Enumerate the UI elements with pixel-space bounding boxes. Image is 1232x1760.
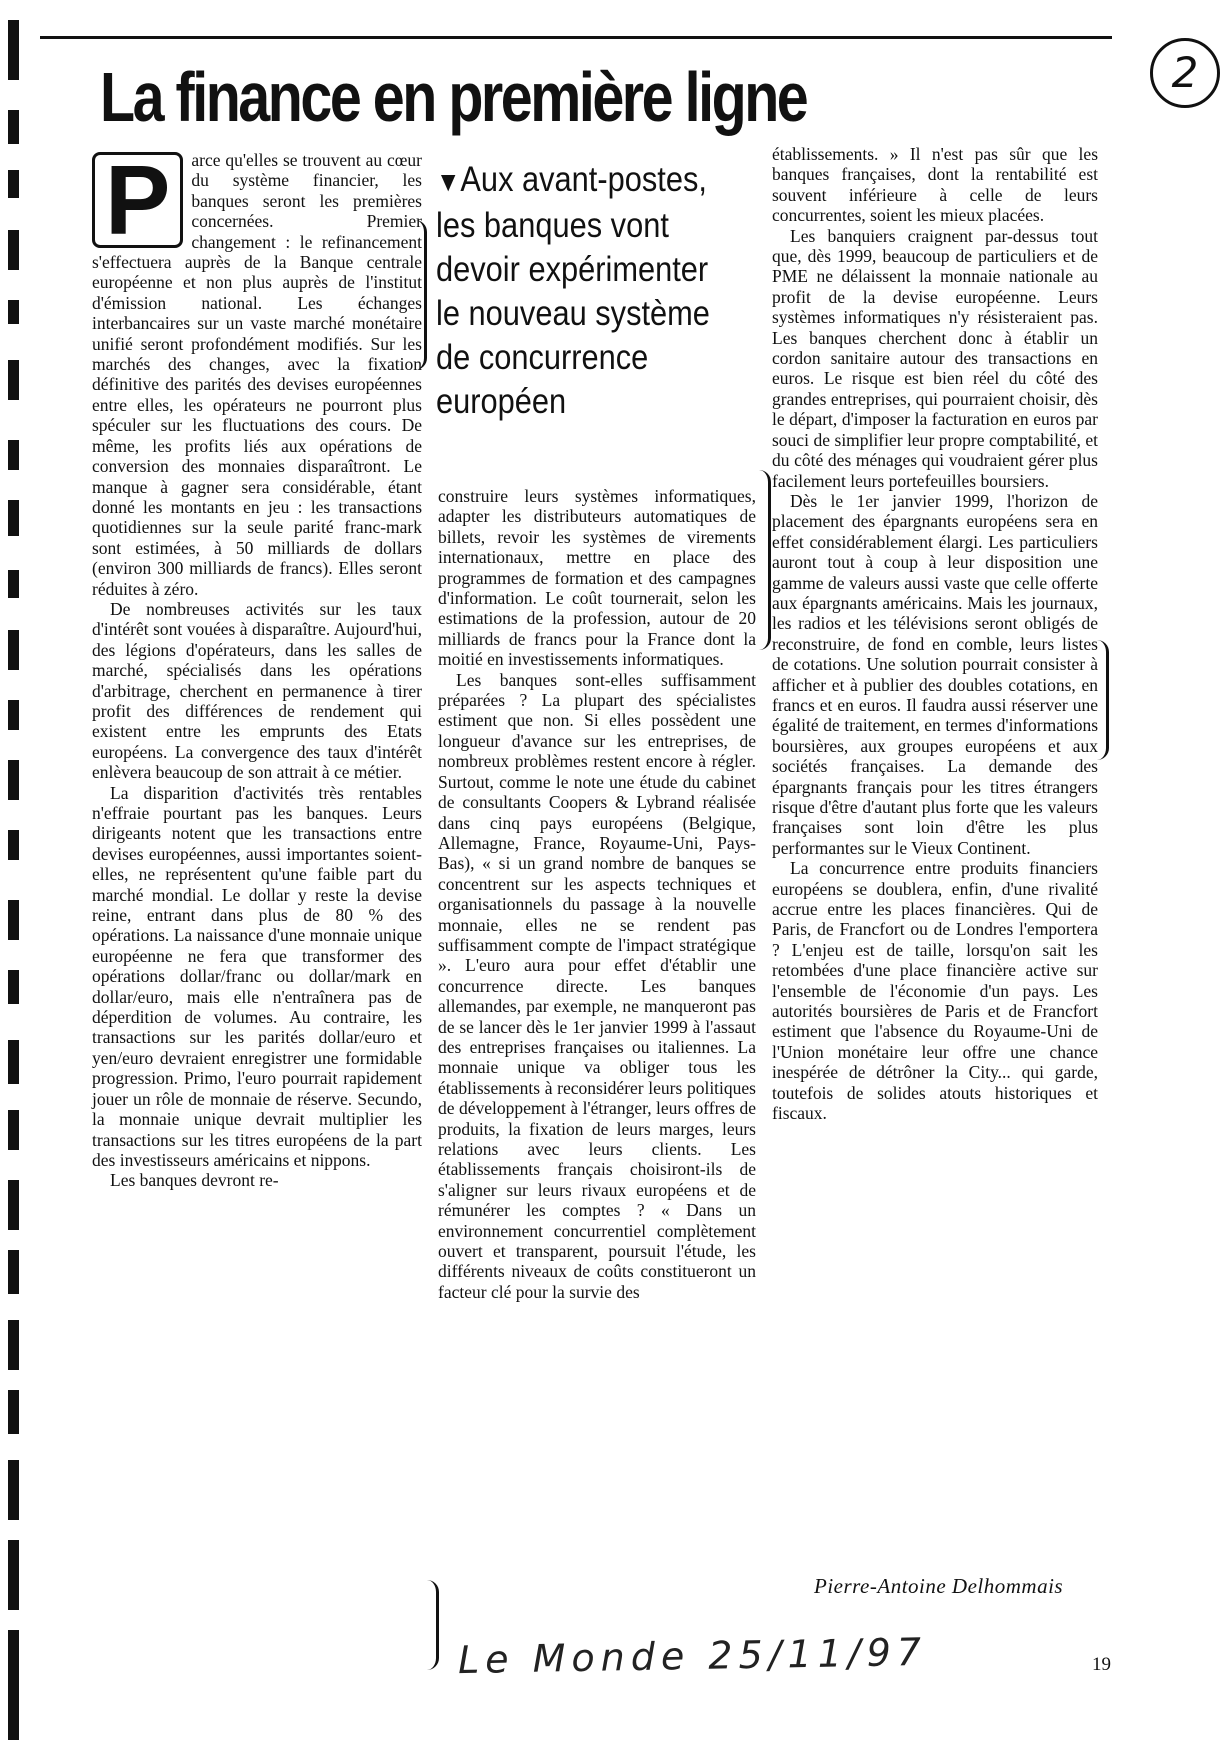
top-rule bbox=[40, 36, 1112, 39]
scan-edge-marks bbox=[0, 0, 40, 1760]
col2-paragraph: Les banques sont-elles suffisamment préparées ? La plupart des spécialistes estiment que non. Si elles possèdent une longueur d'avance sur les entreprises, de nombreux problèmes restent encore à régler. Surtout, comme le note une étude du cabinet de consultants Coopers & Lybrand réalisée dans cinq pays européens (Belgique, Allemagne, France, Royaume-Uni, Pays-Bas), « si un grand nombre de banques se concentrent sur les aspects techniques et organisationnels du passage à la nouvelle monnaie, elles ne se rendent pas suffisamment compte de l'impact stratégique ». L'euro aura pour effet d'établir une concurrence directe. Les banques allemandes, par exemple, ne manqueront pas de se lancer dès le 1er janvier 1999 à l'assaut des entreprises françaises ou italiennes. La monnaie unique va obliger tous les établissements à reconsidérer leurs politiques de développement à l'étranger, leurs offres de produits, la fixation de leurs marges, leurs relations avec leurs clients. Les établissements français choisiront-ils de s'aligner sur leurs rivaux européens et de rémunérer les comptes ? « Dans un environnement concurrentiel complètement ouvert et transparent, poursuit l'étude, les différents niveaux de coûts constitueront un facteur clé pour la survie des bbox=[438, 669, 756, 1302]
col1-paragraph: P arce qu'elles se trouvent au cœur du système financier, les banques seront les premières concernées. Premier changement : le refinancement s'effectuera auprès de la Banque centrale européenne et non plus auprès de l'institut d'émission national. Les échanges interbancaires sur un vaste marché monétaire unifié seront profondément modifiés. Sur les marchés des changes, avec la fixation définitive des parités des devises européennes entre elles, les opérateurs ne pourront plus spéculer sur les fluctuations des cours. De même, les profits liés aux opérations de conversion des monnaies disparaîtront. Le manque à gagner sera considérable, étant donné les montants en jeu : les transactions quotidiennes sur la seule parité franc-mark sont estimées, à 50 milliards de dollars (environ 300 milliards de francs). Elles seront réduites à zéro. bbox=[92, 145, 422, 599]
column-1 bbox=[92, 145, 422, 1191]
page-number: 19 bbox=[1092, 1654, 1111, 1675]
col3-paragraph: Dès le 1er janvier 1999, l'horizon de placement des épargnants européens sera en effet considérablement élargi. Les particuliers auront tout à coup à leur disposition une gamme de valeurs aussi vaste que celle offerte aux épargnants américains. Mais les journaux, les radios et les télévisions seront obligés de reconstruire, de fond en comble, leurs listes de cotations. Une solution pourrait consister à afficher et à publier des doubles cotations, en francs et en euros. Il faudra aussi réserver une égalité de traitement, en termes d'informations boursières, aux groupes européens et aux sociétés françaises. La demande des épargnants français pour les titres étrangers risque d'être d'autant plus forte que les valeurs françaises sont loin d'être les plus performantes sur le Vieux Continent. bbox=[772, 490, 1098, 858]
column-3 bbox=[772, 144, 1098, 1124]
dropcap: P bbox=[92, 152, 183, 248]
col3-paragraph: Les banquiers craignent par-dessus tout que, dès 1999, beaucoup de particuliers et de PME ne délaissent la monnaie nationale au profit de la devise européenne. Leurs systèmes informatiques n'y résisteraient pas. Les banques cherchent donc à établir un cordon sanitaire autour des transactions en euros. Le risque est bien réel du côté des grandes entreprises, qui pourraient choisir, dès le départ, d'imposer la facturation en euros par souci de simplifier leur propre comptabilité, et du côté des ménages qui voudraient gérer plus facilement leurs portefeuilles boursiers. bbox=[772, 225, 1098, 491]
margin-bracket-mark bbox=[424, 1580, 439, 1670]
col3-paragraph: établissements. » Il n'est pas sûr que les banques françaises, dont la rentabilité est souvent inférieure à celle de leurs concurrentes, soient les mieux placées. bbox=[772, 144, 1098, 226]
handwritten-source-note: Le Monde 25/11/97 bbox=[457, 1629, 928, 1683]
byline: Pierre-Antoine Delhommais bbox=[814, 1574, 1064, 1598]
margin-bracket-mark bbox=[412, 220, 427, 370]
col3-paragraph: La concurrence entre produits financiers européens se doublera, enfin, d'une rivalité accrue entre les places financières. Qui de Paris, de Francfort ou de Londres l'emportera ? L'enjeu est de taille, lorsqu'on sait les retombées d'une place financière active sur l'ensemble de l'économie d'un pays. Les autorités boursières de Paris et de Francfort estiment que l'absence du Royaume-Uni de l'Union monétaire leur offre une chance inespérée de détrôner la City... qui garde, toutefois de solides atouts historiques et fiscaux. bbox=[772, 858, 1098, 1124]
col2-paragraph: construire leurs systèmes informatiques, adapter les distributeurs automatiques de billets, revoir les systèmes de virements internationaux, mettre en place des programmes de formation et des campagnes d'information. Le coût tournerait, selon les estimations de la profession, autour de 20 milliards de francs pour la France dont la moitié en investissements informatiques. bbox=[438, 486, 756, 670]
deck-triangle-icon: ▼ bbox=[436, 166, 461, 197]
circled-page-number: 2 bbox=[1150, 38, 1220, 108]
col1-paragraph: Les banques devront re- bbox=[110, 1170, 279, 1191]
headline: La finance en première ligne bbox=[100, 58, 807, 136]
column-2 bbox=[438, 486, 756, 1302]
deck-text: Aux avant-postes, les banques vont devoir expérimenter le nouveau système de concurrence européen bbox=[436, 160, 710, 421]
margin-bracket-mark bbox=[1092, 640, 1109, 760]
deck bbox=[436, 158, 718, 424]
col1-paragraph: De nombreuses activités sur les taux d'intérêt sont vouées à disparaître. Aujourd'hui, des légions d'opérateurs, dans les salles de marché, spécialisés dans les opérations d'arbitrage, cherchent en permanence à tirer profit des différences de rendement qui existent entre les emprunts des Etats européens. La convergence des taux d'intérêt enlèvera beaucoup de son attrait à ce métier. bbox=[92, 598, 422, 783]
margin-bracket-mark bbox=[754, 470, 771, 650]
col1-paragraph: La disparition d'activités très rentables n'effraie pourtant pas les banques. Leurs dirigeants notent que les transactions entre devises européennes, aussi importantes soient-elles, ne représentent qu'une faible part du marché mondial. Le dollar y reste la devise reine, entrant dans plus de 80 % des opérations. La naissance d'une monnaie unique européenne ne fera que transformer des opérations dollar/franc ou dollar/mark en dollar/euro, mais elle n'entraînera pas de déperdition de volumes. Au contraire, les transactions sur les parités dollar/euro et yen/euro devraient enregistrer une formidable progression. Primo, l'euro pourrait rapidement jouer un rôle de monnaie de réserve. Secundo, la monnaie unique devrait multiplier les transactions sur les titres européens de la part des investisseurs américains et nippons. bbox=[92, 782, 422, 1170]
